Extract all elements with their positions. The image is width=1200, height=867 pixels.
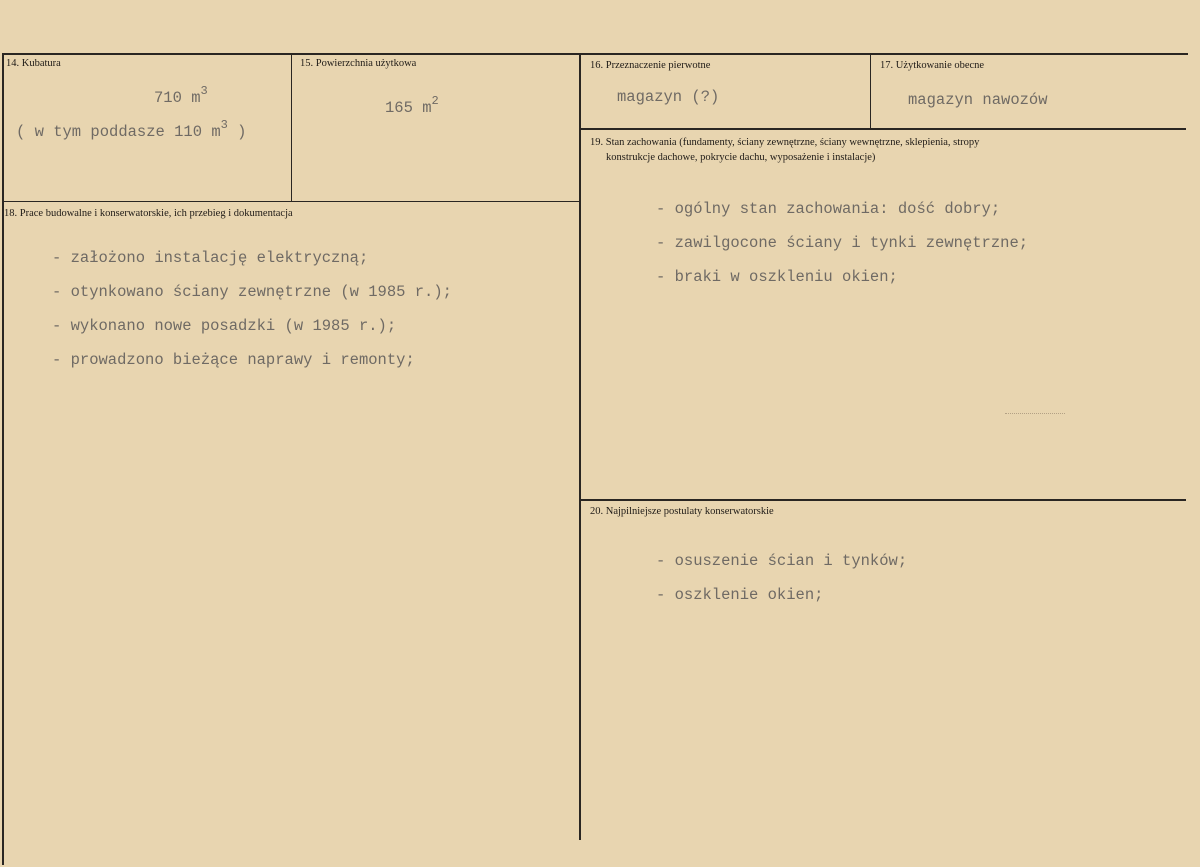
powierzchnia-value <box>385 96 439 117</box>
left-rule <box>2 53 4 865</box>
list-item: - osuszenie ścian i tynków; <box>656 552 908 570</box>
divider-16-17 <box>870 54 871 129</box>
przeznaczenie-label: 16. Przeznaczenie pierwotne <box>590 60 711 71</box>
list-item: - ogólny stan zachowania: dość dobry; <box>656 200 1001 218</box>
list-item: - założono instalację elektryczną; <box>52 249 369 267</box>
kubatura-note <box>16 120 246 141</box>
kubatura-note-exponent: 3 <box>220 118 228 132</box>
list-item: - wykonano nowe posadzki (w 1985 r.); <box>52 317 397 335</box>
list-item: - zawilgocone ściany i tynki zewnętrzne; <box>656 234 1029 252</box>
prace-list <box>52 249 452 385</box>
kubatura-label: 14. Kubatura <box>6 58 61 69</box>
list-item: - otynkowano ściany zewnętrzne (w 1985 r.); <box>52 283 452 301</box>
list-item: - braki w oszkleniu okien; <box>656 268 898 286</box>
prace-label: 18. Prace budowalne i konserwatorskie, ich przebieg i dokumentacja <box>4 208 293 219</box>
kubatura-note-suffix: ) <box>227 123 247 142</box>
kubatura-value <box>154 86 208 107</box>
kubatura-value-exponent: 3 <box>200 84 208 98</box>
stan-label-line2: konstrukcje dachowe, pokrycie dachu, wyposażenie i instalacje) <box>606 152 876 163</box>
stan-label-line1: 19. Stan zachowania (fundamenty, ściany zewnętrzne, ściany wewnętrzne, sklepienia, stropy <box>590 137 980 148</box>
kubatura-note-text: ( w tym poddasze 110 m <box>16 123 221 142</box>
powierzchnia-value-text: 165 m <box>385 99 432 118</box>
powierzchnia-value-exponent: 2 <box>431 94 439 108</box>
rule-above-19 <box>580 128 1186 130</box>
uzytkowanie-label: 17. Użytkowanie obecne <box>880 60 985 71</box>
list-item: - prowadzono bieżące naprawy i remonty; <box>52 351 415 369</box>
powierzchnia-label: 15. Powierzchnia użytkowa <box>300 58 417 69</box>
dotted-filler <box>1005 413 1065 414</box>
center-rule <box>579 54 581 840</box>
divider-14-15 <box>291 54 292 201</box>
list-item: - oszklenie okien; <box>656 586 824 604</box>
postulaty-label: 20. Najpilniejsze postulaty konserwatorskie <box>590 506 774 517</box>
przeznaczenie-value: magazyn (?) <box>617 88 720 106</box>
top-rule <box>2 53 1188 55</box>
postulaty-list <box>656 552 907 620</box>
rule-above-18 <box>2 201 580 202</box>
uzytkowanie-value: magazyn nawozów <box>908 91 1048 109</box>
rule-above-20 <box>580 499 1186 501</box>
kubatura-value-text: 710 m <box>154 89 201 108</box>
stan-list <box>656 200 1028 302</box>
